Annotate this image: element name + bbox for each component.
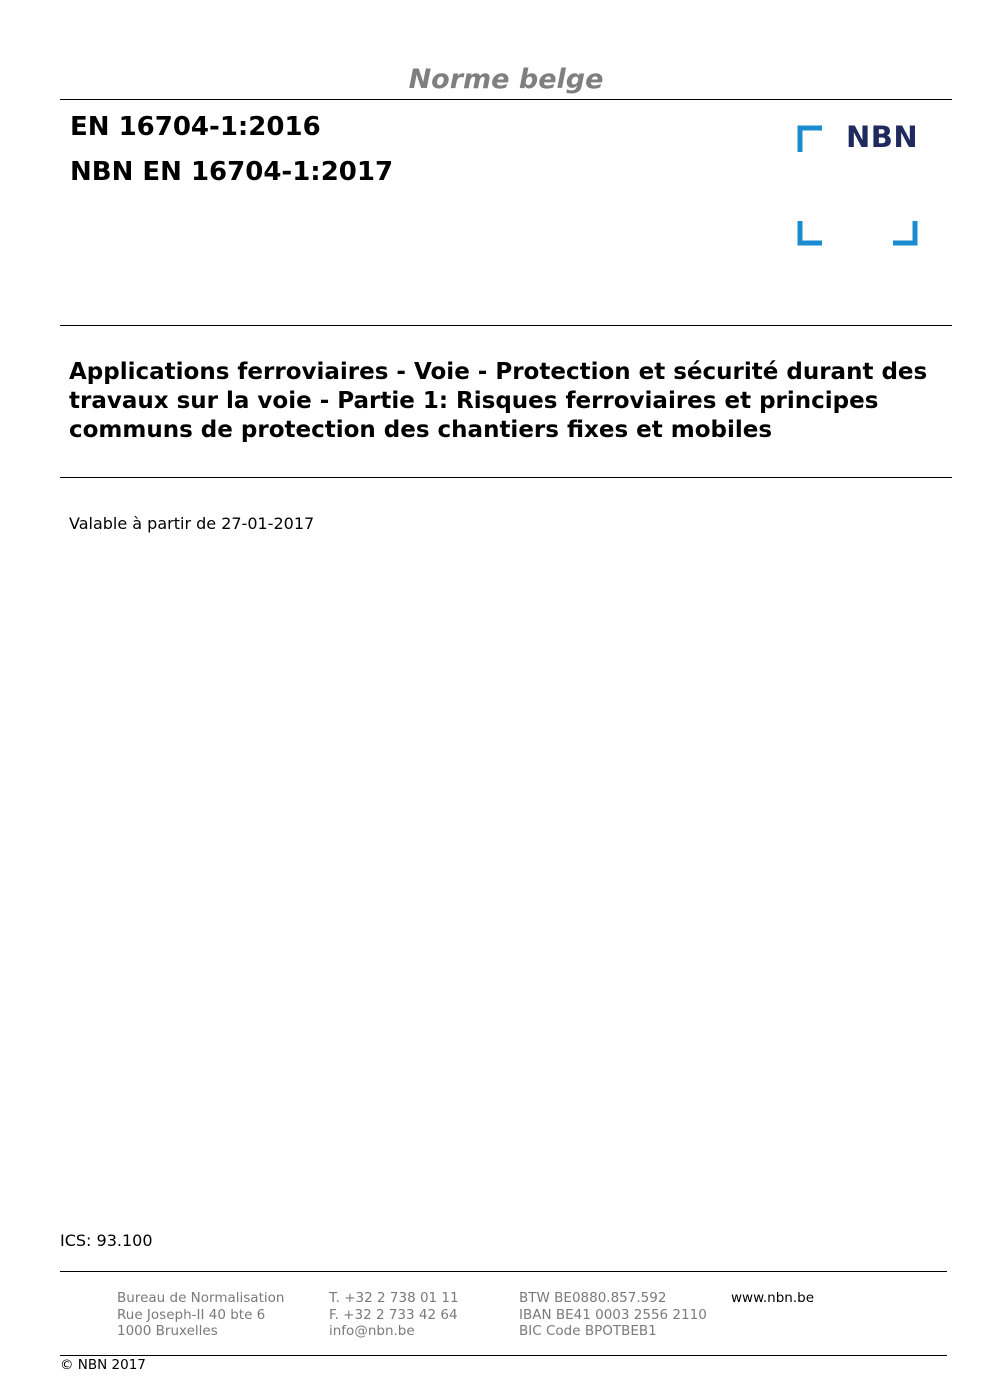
footer-website-link[interactable]: www.nbn.be xyxy=(731,1290,815,1306)
divider xyxy=(60,1271,947,1272)
standard-code-en: EN 16704-1:2016 xyxy=(70,112,321,142)
footer-line: BIC Code BPOTBEB1 xyxy=(519,1323,657,1339)
divider xyxy=(60,325,952,326)
footer-address xyxy=(117,1290,284,1340)
logo-text: NBN xyxy=(846,120,919,154)
footer-contact xyxy=(329,1290,459,1340)
footer-line: BTW BE0880.857.592 xyxy=(519,1290,667,1306)
document-type-label: Norme belge xyxy=(408,64,604,95)
ics-code: ICS: 93.100 xyxy=(60,1231,153,1250)
logo-bracket-bottom-left xyxy=(800,221,822,243)
standard-code-nbn: NBN EN 16704-1:2017 xyxy=(70,157,394,187)
footer-email[interactable]: info@nbn.be xyxy=(329,1323,415,1339)
divider xyxy=(60,477,952,478)
footer-line: Bureau de Normalisation xyxy=(117,1290,285,1306)
footer-line: 1000 Bruxelles xyxy=(117,1323,218,1339)
copyright-notice: © NBN 2017 xyxy=(60,1357,146,1373)
divider xyxy=(60,99,952,100)
footer-line: Rue Joseph-II 40 bte 6 xyxy=(117,1306,266,1323)
document-title: Applications ferroviaires - Voie - Protection et sécurité durant des travaux sur la voie - Partie 1: Risques ferroviaires et principes communs de protection des chantiers fixes et mobiles xyxy=(69,359,928,443)
logo-bracket-top-left xyxy=(800,128,822,152)
divider xyxy=(60,1355,947,1356)
footer-phone: T. +32 2 738 01 11 xyxy=(329,1290,459,1306)
footer-banking xyxy=(519,1290,707,1340)
validity-date: Valable à partir de 27-01-2017 xyxy=(69,514,315,533)
footer-line: IBAN BE41 0003 2556 2110 xyxy=(519,1306,707,1323)
footer-fax: F. +32 2 733 42 64 xyxy=(329,1306,458,1323)
logo-bracket-bottom-right xyxy=(893,221,915,243)
